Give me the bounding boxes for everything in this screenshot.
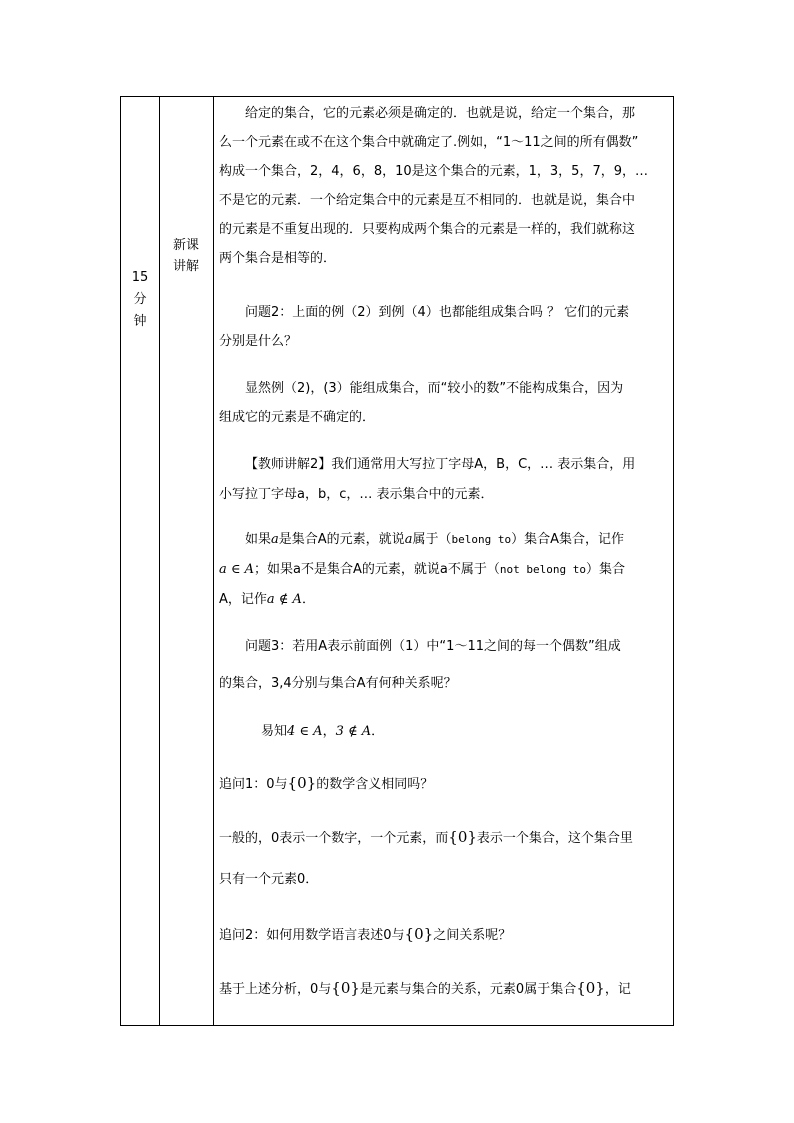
- answer-3-line: 易知4 ∈ A，3 ∉ A．: [261, 724, 385, 739]
- follow-up-2-line: 追问2：如何用数学语言表述0与{0}之间关系呢？: [219, 925, 512, 943]
- time-unit-1: 分: [133, 292, 147, 307]
- belong-definition-line: A，记作a ∉ A．: [219, 592, 315, 607]
- paragraph-line: 么一个元素在或不在这个集合中就确定了.例如，“1～11之间的所有偶数”: [219, 135, 639, 150]
- question-2-line: 问题2：上面的例（2）到例（4）也都能组成集合吗 ？ 它们的元素: [245, 305, 630, 320]
- set-zero: {0}: [287, 774, 317, 792]
- paragraph-line: 两个集合是相等的．: [219, 251, 337, 266]
- set-zero: {0}: [404, 925, 434, 943]
- answer-2-line: 显然例（2)，(3）能组成集合，而“较小的数”不能构成集合，因为: [245, 381, 624, 396]
- follow-up-1-line: 追问1：0与{0}的数学含义相同吗？: [219, 774, 434, 792]
- formula-belongs: a ∈ A: [219, 562, 255, 577]
- english-term: belong to: [451, 533, 512, 546]
- formula-4-in-A: 4 ∈ A: [287, 724, 323, 739]
- teacher-note-line: 小写拉丁字母a，b，c，… 表示集合中的元素．: [219, 487, 494, 502]
- analysis-line: 基于上述分析，0与{0}是元素与集合的关系，元素0属于集合{0}，记: [219, 979, 631, 997]
- question-2-line: 分别是什么？: [219, 334, 298, 349]
- formula-not-belongs: a ∉ A: [266, 592, 302, 607]
- lesson-table: [120, 96, 674, 1026]
- paragraph-line: 构成一个集合，2，4，6，8，10是这个集合的元素，1，3，5，7，9，…: [219, 164, 648, 179]
- belong-definition-line: 如果a是集合A的元素，就说a属于（belong to）集合A集合，记作: [245, 532, 624, 547]
- paragraph-line: 给定的集合，它的元素必须是确定的．也就是说，给定一个集合，那: [245, 106, 636, 121]
- set-zero: {0}: [576, 979, 605, 997]
- general-explanation-line: 一般的，0表示一个数字，一个元素，而{0}表示一个集合，这个集合里: [219, 828, 633, 846]
- set-zero: {0}: [448, 828, 477, 846]
- variable-a: a: [404, 532, 413, 547]
- time-unit-2: 钟: [133, 314, 147, 329]
- formula-3-not-in-A: 3 ∉ A: [335, 724, 372, 739]
- question-3-line: 的集合，3,4分别与集合A有何种关系呢？: [219, 676, 457, 691]
- column-divider-2: [213, 97, 214, 1025]
- paragraph-line: 的元素是不重复出现的．只要构成两个集合的元素是一样的，我们就称这: [219, 222, 636, 237]
- stage-label-2: 讲解: [172, 259, 199, 274]
- general-explanation-line: 只有一个元素0．: [219, 872, 319, 887]
- belong-definition-line: a ∈ A；如果a不是集合A的元素，就说a不属于（not belong to）集合: [219, 562, 625, 577]
- stage-label-1: 新课: [172, 238, 199, 253]
- paragraph-line: 不是它的元素．一个给定集合中的元素是互不相同的．也就是说，集合中: [219, 193, 636, 208]
- answer-2-line: 组成它的元素是不确定的．: [219, 410, 376, 425]
- variable-a: a: [271, 532, 279, 547]
- set-zero: {0}: [331, 979, 360, 997]
- time-number: 15: [131, 270, 149, 285]
- question-3-line: 问题3：若用A表示前面例（1）中“1～11之间的每一个偶数”组成: [245, 639, 621, 654]
- stage-cell: [159, 235, 213, 277]
- time-cell: [121, 267, 159, 333]
- teacher-note-line: 【教师讲解2】我们通常用大写拉丁字母A，B，C，… 表示集合，用: [245, 457, 636, 472]
- english-term: not belong to: [499, 563, 586, 576]
